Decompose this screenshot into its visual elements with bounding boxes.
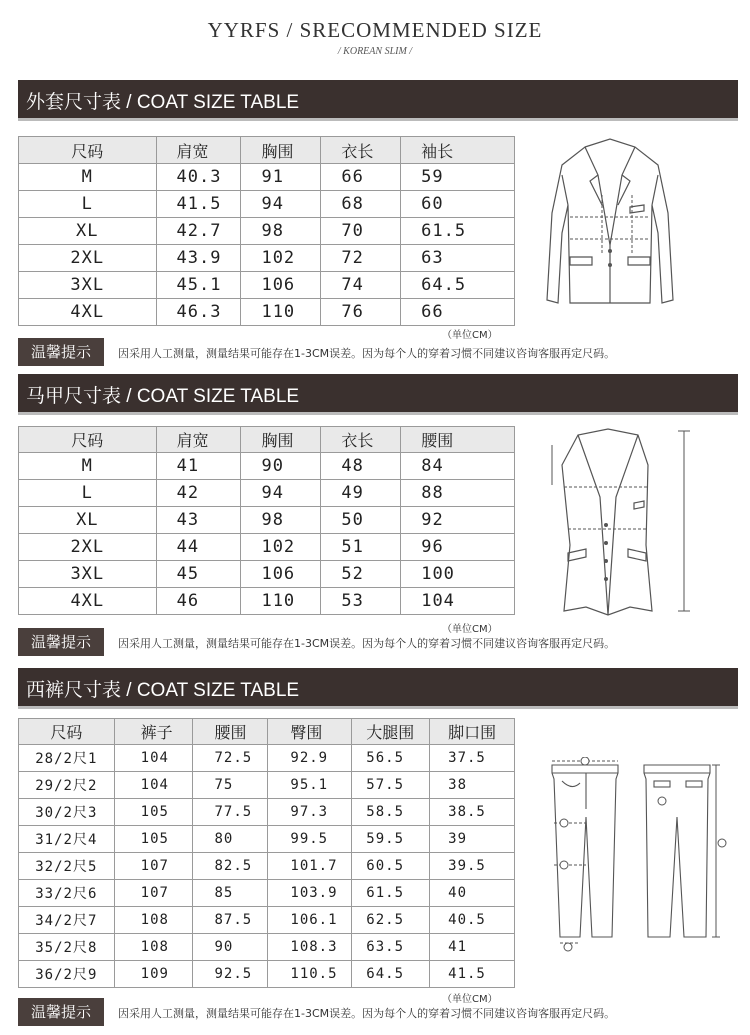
table-cell: 106 [241, 272, 321, 299]
coat-illustration [540, 135, 680, 317]
table-cell: 66 [321, 164, 401, 191]
column-header: 腰围 [401, 427, 515, 453]
pants-size-table [18, 718, 515, 988]
table-row [19, 826, 515, 853]
table-cell: 104 [114, 745, 192, 772]
table-cell: 39 [430, 826, 515, 853]
table-cell: M [19, 164, 157, 191]
column-header: 尺码 [19, 719, 115, 745]
table-cell: 106 [241, 561, 321, 588]
table-cell: 101.7 [268, 853, 352, 880]
table-cell: 41.5 [156, 191, 241, 218]
table-cell: 109 [114, 961, 192, 988]
table-header-row [19, 719, 515, 745]
table-cell: 60.5 [352, 853, 430, 880]
coat-tip-badge: 温馨提示 [18, 338, 104, 366]
table-cell: 46.3 [156, 299, 241, 326]
table-cell: 96 [401, 534, 515, 561]
table-cell: 42 [156, 480, 241, 507]
table-row [19, 480, 515, 507]
table-cell: 94 [241, 191, 321, 218]
table-row [19, 880, 515, 907]
table-cell: 90 [192, 934, 268, 961]
table-cell: 32/2尺5 [19, 853, 115, 880]
table-row [19, 745, 515, 772]
table-row [19, 588, 515, 615]
table-cell: 106.1 [268, 907, 352, 934]
coat-tip-text: 因采用人工测量，测量结果可能存在1-3CM误差。因为每个人的穿着习惯不同建议咨询客服再定尺码。 [118, 347, 616, 360]
column-header: 衣长 [321, 137, 401, 164]
table-cell: 104 [401, 588, 515, 615]
table-cell: 51 [321, 534, 401, 561]
column-header: 胸围 [241, 427, 321, 453]
table-row [19, 934, 515, 961]
table-row [19, 164, 515, 191]
vest-tip-text: 因采用人工测量，测量结果可能存在1-3CM误差。因为每个人的穿着习惯不同建议咨询客服再定尺码。 [118, 637, 616, 650]
table-cell: 104 [114, 772, 192, 799]
table-cell: 77.5 [192, 799, 268, 826]
vest-banner-title: 马甲尺寸表 / COAT SIZE TABLE [26, 386, 300, 407]
table-cell: 42.7 [156, 218, 241, 245]
table-cell: 49 [321, 480, 401, 507]
column-header: 胸围 [241, 137, 321, 164]
table-cell: 64.5 [401, 272, 515, 299]
table-row [19, 218, 515, 245]
table-cell: 61.5 [401, 218, 515, 245]
table-cell: 63 [401, 245, 515, 272]
table-cell: 46 [156, 588, 241, 615]
table-row [19, 272, 515, 299]
table-cell: 94 [241, 480, 321, 507]
table-cell: 82.5 [192, 853, 268, 880]
table-cell: 40.3 [156, 164, 241, 191]
table-header-row [19, 427, 515, 453]
table-cell: 3XL [19, 272, 157, 299]
table-cell: 102 [241, 534, 321, 561]
table-cell: 58.5 [352, 799, 430, 826]
pants-banner [18, 668, 738, 709]
table-cell: 66 [401, 299, 515, 326]
table-cell: 91 [241, 164, 321, 191]
table-cell: 108 [114, 934, 192, 961]
table-cell: 95.1 [268, 772, 352, 799]
table-cell: 35/2尺8 [19, 934, 115, 961]
table-cell: L [19, 480, 157, 507]
table-cell: 98 [241, 218, 321, 245]
table-cell: 75 [192, 772, 268, 799]
table-cell: 88 [401, 480, 515, 507]
column-header: 尺码 [19, 427, 157, 453]
table-row [19, 191, 515, 218]
table-cell: 87.5 [192, 907, 268, 934]
table-cell: 110 [241, 588, 321, 615]
vest-size-table [18, 426, 515, 615]
table-cell: 43.9 [156, 245, 241, 272]
table-cell: 110.5 [268, 961, 352, 988]
table-cell: 4XL [19, 299, 157, 326]
table-cell: 40.5 [430, 907, 515, 934]
coat-banner-title: 外套尺寸表 / COAT SIZE TABLE [26, 92, 300, 113]
table-cell: XL [19, 218, 157, 245]
table-row [19, 245, 515, 272]
table-cell: 39.5 [430, 853, 515, 880]
table-cell: 85 [192, 880, 268, 907]
column-header: 袖长 [401, 137, 515, 164]
table-cell: 99.5 [268, 826, 352, 853]
column-header: 脚口围 [430, 719, 515, 745]
table-cell: 56.5 [352, 745, 430, 772]
table-header-row [19, 137, 515, 164]
table-cell: 41 [430, 934, 515, 961]
table-row [19, 299, 515, 326]
table-row [19, 853, 515, 880]
table-cell: 31/2尺4 [19, 826, 115, 853]
vest-unit-label: （单位CM） [442, 624, 498, 635]
table-cell: 45.1 [156, 272, 241, 299]
table-cell: 41 [156, 453, 241, 480]
pants-tip-text: 因采用人工测量，测量结果可能存在1-3CM误差。因为每个人的穿着习惯不同建议咨询客服再定尺码。 [118, 1007, 616, 1020]
table-cell: 43 [156, 507, 241, 534]
column-header: 裤子 [114, 719, 192, 745]
table-row [19, 453, 515, 480]
table-row [19, 507, 515, 534]
table-cell: 70 [321, 218, 401, 245]
page-title: YYRFS / SRECOMMENDED SIZE [207, 18, 543, 42]
table-cell: 28/2尺1 [19, 745, 115, 772]
table-cell: 108 [114, 907, 192, 934]
pants-illustration [540, 757, 740, 961]
pants-tip-badge: 温馨提示 [18, 998, 104, 1026]
table-cell: 50 [321, 507, 401, 534]
column-header: 大腿围 [352, 719, 430, 745]
table-cell: L [19, 191, 157, 218]
column-header: 肩宽 [156, 137, 241, 164]
table-cell: 48 [321, 453, 401, 480]
coat-banner [18, 80, 738, 121]
table-cell: 102 [241, 245, 321, 272]
column-header: 尺码 [19, 137, 157, 164]
table-cell: 92.5 [192, 961, 268, 988]
pants-banner-title: 西裤尺寸表 / COAT SIZE TABLE [26, 680, 300, 701]
table-row [19, 772, 515, 799]
table-cell: 84 [401, 453, 515, 480]
table-cell: 53 [321, 588, 401, 615]
coat-unit-label: （单位CM） [442, 330, 498, 341]
table-cell: 4XL [19, 588, 157, 615]
table-cell: 40 [430, 880, 515, 907]
page-subtitle: / KOREAN SLIM / [337, 46, 413, 57]
table-cell: 38 [430, 772, 515, 799]
table-cell: 90 [241, 453, 321, 480]
table-cell: 72.5 [192, 745, 268, 772]
table-cell: 62.5 [352, 907, 430, 934]
table-row [19, 799, 515, 826]
table-cell: 37.5 [430, 745, 515, 772]
table-cell: M [19, 453, 157, 480]
table-row [19, 561, 515, 588]
table-cell: 45 [156, 561, 241, 588]
table-cell: 2XL [19, 534, 157, 561]
table-cell: 98 [241, 507, 321, 534]
column-header: 肩宽 [156, 427, 241, 453]
table-cell: 103.9 [268, 880, 352, 907]
table-cell: 36/2尺9 [19, 961, 115, 988]
table-cell: 105 [114, 826, 192, 853]
table-cell: 105 [114, 799, 192, 826]
table-cell: 92 [401, 507, 515, 534]
vest-tip-badge: 温馨提示 [18, 628, 104, 656]
pants-unit-label: （单位CM） [442, 994, 498, 1005]
table-cell: 30/2尺3 [19, 799, 115, 826]
table-cell: 41.5 [430, 961, 515, 988]
table-cell: 80 [192, 826, 268, 853]
table-cell: 2XL [19, 245, 157, 272]
vest-illustration [548, 425, 700, 621]
table-cell: 3XL [19, 561, 157, 588]
table-cell: 108.3 [268, 934, 352, 961]
table-cell: 29/2尺2 [19, 772, 115, 799]
table-cell: 44 [156, 534, 241, 561]
column-header: 臀围 [268, 719, 352, 745]
column-header: 衣长 [321, 427, 401, 453]
table-row [19, 961, 515, 988]
table-cell: 110 [241, 299, 321, 326]
table-cell: 60 [401, 191, 515, 218]
table-cell: 52 [321, 561, 401, 588]
table-cell: 63.5 [352, 934, 430, 961]
table-cell: 34/2尺7 [19, 907, 115, 934]
table-cell: 59.5 [352, 826, 430, 853]
vest-banner [18, 374, 738, 415]
table-cell: 68 [321, 191, 401, 218]
table-row [19, 534, 515, 561]
table-row [19, 907, 515, 934]
table-cell: 92.9 [268, 745, 352, 772]
table-cell: 100 [401, 561, 515, 588]
coat-size-table [18, 136, 515, 326]
table-cell: 74 [321, 272, 401, 299]
table-cell: 76 [321, 299, 401, 326]
table-cell: 61.5 [352, 880, 430, 907]
table-cell: 72 [321, 245, 401, 272]
table-cell: 57.5 [352, 772, 430, 799]
table-cell: 33/2尺6 [19, 880, 115, 907]
table-cell: 59 [401, 164, 515, 191]
table-cell: 107 [114, 880, 192, 907]
table-cell: 64.5 [352, 961, 430, 988]
column-header: 腰围 [192, 719, 268, 745]
table-cell: 38.5 [430, 799, 515, 826]
table-cell: 97.3 [268, 799, 352, 826]
table-cell: XL [19, 507, 157, 534]
table-cell: 107 [114, 853, 192, 880]
